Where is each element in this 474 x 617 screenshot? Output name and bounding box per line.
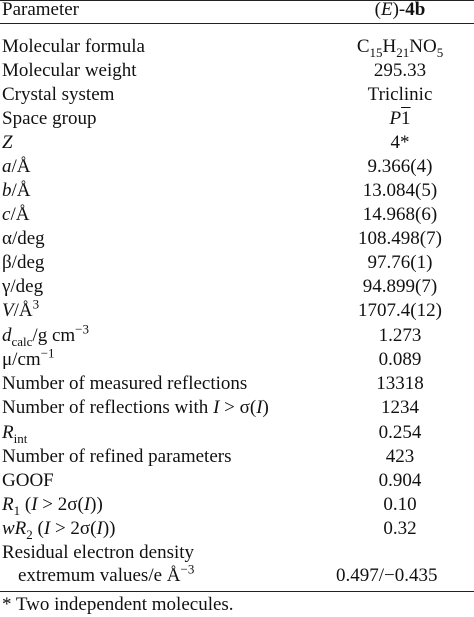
row-label: a/Å — [2, 156, 31, 177]
row-label: $d_{calc}/g$ $cm^{-3}$ — [2, 321, 90, 349]
row-value: 0.089 — [378, 349, 422, 370]
row-value: 1.273 — [378, 325, 422, 346]
row-value: 108.498(7) — [358, 228, 442, 249]
row-value: 1234 — [381, 397, 419, 418]
row-value: 0.10 — [383, 494, 417, 515]
table-row — [0, 321, 474, 349]
row-value: 94.899(7) — [362, 276, 438, 297]
row-value: 0.254 — [378, 422, 422, 443]
row-label: c/Å — [2, 204, 30, 225]
table-row — [0, 541, 474, 564]
table-row — [0, 493, 474, 516]
row-label: α/deg — [2, 228, 45, 249]
table-row — [0, 421, 474, 444]
row-label: GOOF — [2, 470, 54, 491]
row-value: 4* — [390, 132, 410, 153]
row-label: Molecular formula — [2, 36, 145, 57]
row-label: Residual electron density — [2, 542, 195, 563]
table-row — [0, 83, 474, 106]
bottom-rule — [0, 591, 474, 592]
row-label: $R_{int}$ — [2, 422, 28, 446]
table-row — [0, 372, 474, 395]
table-row — [0, 59, 474, 82]
row-value: $C_{15}H_{21}NO_5$ — [356, 36, 444, 60]
row-value: 0.497/−0.435 — [336, 565, 438, 586]
row-label: β/deg — [2, 252, 45, 273]
row-label: Number of refined parameters — [2, 446, 232, 467]
table-row — [0, 179, 474, 202]
row-label: Molecular weight — [2, 60, 137, 81]
table-row — [0, 35, 474, 58]
row-label: $wR_2$ (I > 2σ(I)) — [2, 518, 116, 542]
row-value: Triclinic — [367, 84, 433, 105]
table-row — [0, 517, 474, 540]
table-row — [0, 345, 474, 371]
row-label: Space group — [2, 108, 97, 129]
row-label: $V/Å^3$ — [2, 296, 40, 321]
table-row — [0, 155, 474, 178]
row-label: b/Å — [2, 180, 31, 201]
row-label: Number of reflections with I > σ(I) — [2, 397, 269, 418]
header-compound: (E)-4b — [374, 0, 426, 20]
row-value: 0.904 — [378, 470, 422, 491]
row-value: 97.76(1) — [367, 252, 433, 273]
row-label: extremum values/e $Å^{-3}$ — [18, 561, 195, 586]
header-parameter: Parameter — [2, 0, 80, 20]
row-label: $\mu/cm^{-1}$ — [2, 345, 55, 370]
table-row — [0, 561, 474, 587]
row-label: Z — [2, 132, 13, 153]
row-value: 423 — [385, 446, 415, 467]
table-row — [0, 251, 474, 274]
table-row — [0, 131, 474, 154]
row-value: 13318 — [376, 373, 424, 394]
row-label: $R_1$ (I > 2σ(I)) — [2, 494, 103, 518]
table-header — [0, 0, 474, 21]
header-rule — [0, 23, 474, 24]
table-row — [0, 107, 474, 130]
table-row — [0, 275, 474, 298]
row-value: P1 — [389, 108, 411, 129]
table-row — [0, 203, 474, 226]
row-label: Crystal system — [2, 84, 115, 105]
row-value: 14.968(6) — [362, 204, 438, 225]
footnote: * Two independent molecules. — [2, 594, 234, 615]
table-row — [0, 296, 474, 322]
row-value: 9.366(4) — [367, 156, 433, 177]
row-value: 1707.4(12) — [358, 300, 442, 321]
row-label: γ/deg — [2, 276, 44, 297]
table-row — [0, 396, 474, 419]
table-row — [0, 227, 474, 250]
row-label: Number of measured reflections — [2, 373, 248, 394]
row-value: 0.32 — [383, 518, 417, 539]
row-value: 295.33 — [373, 60, 427, 81]
row-value: 13.084(5) — [362, 180, 438, 201]
table-row — [0, 445, 474, 468]
table-row — [0, 469, 474, 492]
